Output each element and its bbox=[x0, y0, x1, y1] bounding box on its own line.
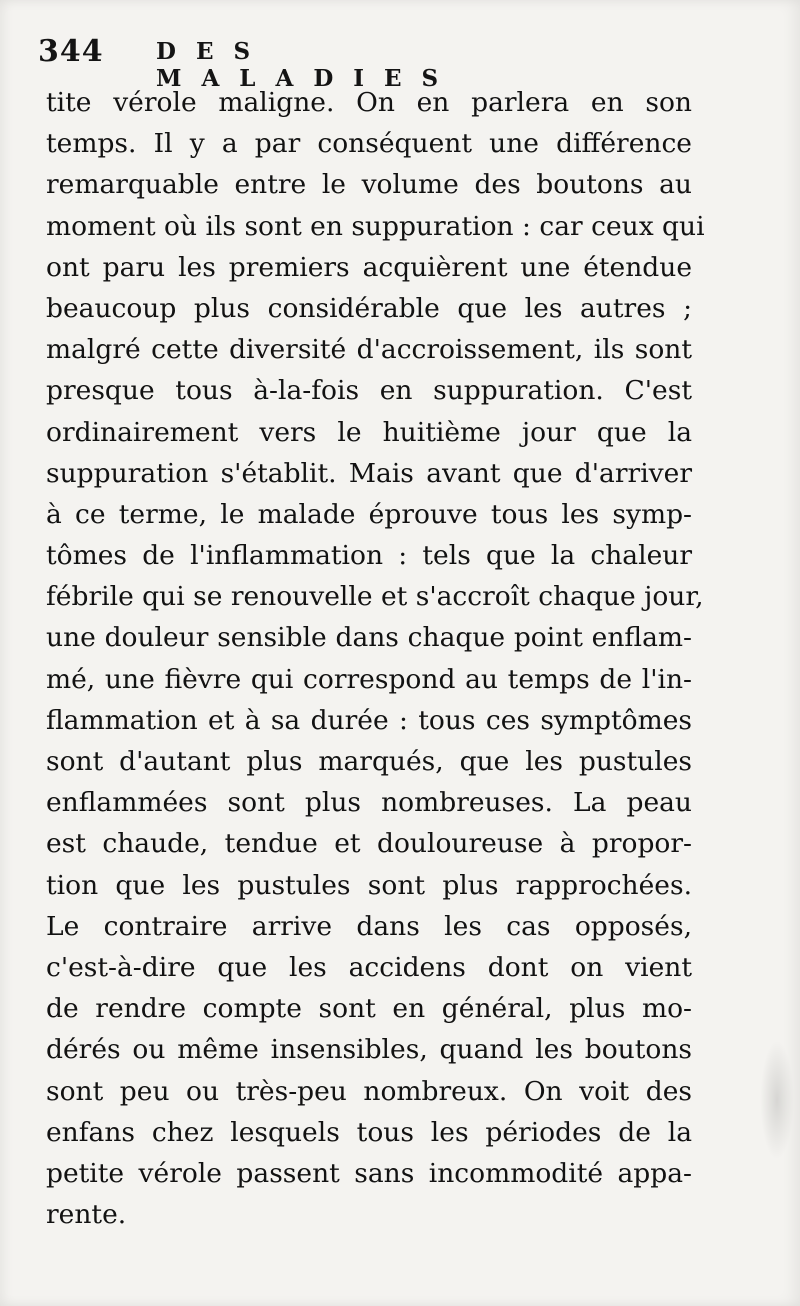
text-line: sont peu ou très-peu nombreux. On voit des bbox=[46, 1075, 692, 1107]
text-line: c'est-à-dire que les accidens dont on vient bbox=[46, 951, 692, 983]
text-line: une douleur sensible dans chaque point enflam- bbox=[46, 622, 692, 654]
text-line: flammation et à sa durée : tous ces symptômes bbox=[46, 704, 692, 736]
page-number: 344 bbox=[38, 34, 104, 69]
text-line: sont d'autant plus marqués, que les pustules bbox=[46, 746, 692, 777]
text-line: moment où ils sont en suppuration : car ceux qui bbox=[46, 210, 705, 242]
page-smudge bbox=[760, 1040, 794, 1160]
text-line: rente. bbox=[46, 1199, 127, 1231]
text-line: tômes de l'inflammation : tels que la chaleur bbox=[46, 540, 692, 572]
text-line: remarquable entre le volume des boutons au bbox=[46, 169, 692, 201]
text-line: ont paru les premiers acquièrent une étendue bbox=[46, 251, 692, 283]
text-line: tite vérole maligne. On en parlera en son bbox=[46, 87, 692, 118]
body-text bbox=[46, 82, 705, 1235]
text-line: presque tous à-la-fois en suppuration. C'est bbox=[46, 375, 692, 407]
text-line: à ce terme, le malade éprouve tous les symp- bbox=[46, 498, 692, 530]
text-line: est chaude, tendue et douloureuse à propor- bbox=[46, 828, 692, 860]
text-line: mé, une fièvre qui correspond au temps de l'in- bbox=[46, 663, 692, 695]
text-line: temps. Il y a par conséquent une différence bbox=[46, 128, 692, 160]
text-line: malgré cette diversité d'accroissement, ils sont bbox=[46, 334, 692, 366]
text-line: ordinairement vers le huitième jour que la bbox=[46, 416, 692, 448]
text-line: suppuration s'établit. Mais avant que d'arriver bbox=[46, 457, 692, 489]
text-line: de rendre compte sont en général, plus mo- bbox=[46, 993, 692, 1025]
text-line: enflammées sont plus nombreuses. La peau bbox=[46, 787, 692, 819]
text-line: tion que les pustules sont plus rapprochées. bbox=[46, 869, 692, 901]
text-line: petite vérole passent sans incommodité appa- bbox=[46, 1157, 692, 1189]
text-line: dérés ou même insensibles, quand les boutons bbox=[46, 1034, 692, 1066]
text-line: enfans chez lesquels tous les périodes de la bbox=[46, 1116, 692, 1148]
text-line: beaucoup plus considérable que les autres ; bbox=[46, 292, 692, 324]
text-line: Le contraire arrive dans les cas opposés, bbox=[46, 910, 692, 942]
running-head bbox=[38, 34, 598, 92]
text-line: fébrile qui se renouvelle et s'accroît chaque jour, bbox=[46, 581, 704, 613]
running-title: DES MALADIES bbox=[156, 38, 459, 92]
